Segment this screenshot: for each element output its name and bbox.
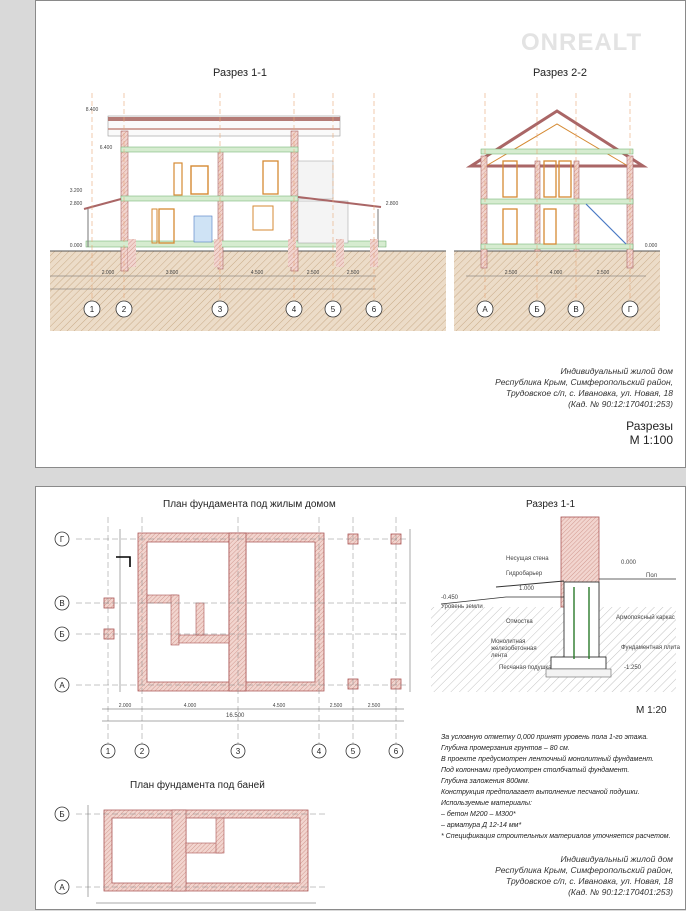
plan-axis-label: 4 [316, 747, 322, 756]
section-label: Песчаная подушка [499, 665, 552, 671]
elevation-label: 3.200 [69, 188, 83, 194]
plan-axis-label: В [59, 599, 65, 608]
dimension-label: 3.800 [165, 270, 179, 276]
section-label: -0.450 [441, 595, 459, 601]
section-label: 0.000 [621, 560, 637, 566]
plan-axis-label: 5 [350, 747, 356, 756]
watermark: ONREALT [521, 29, 643, 56]
general-notes [441, 732, 671, 842]
address-line: Республика Крым, Симферопольский район, [495, 377, 673, 387]
address-line: Индивидуальный жилой дом [560, 366, 673, 376]
note-line: * Спецификация строительных материалов уточняется расчетом. [441, 833, 671, 840]
section-label: Фундаментная плита [621, 645, 680, 651]
dimension-label: 2.500 [346, 270, 360, 276]
section-label: Монолитная железобетонная лента [491, 639, 537, 659]
note-line: В проекте предусмотрен ленточный монолитный фундамент. [441, 756, 654, 763]
section-1-1-title: Разрез 1-1 [213, 67, 268, 79]
axis-label: Б [534, 305, 540, 314]
bath-axis-label: Б [59, 810, 65, 819]
elevation-label: 0.000 [69, 243, 83, 249]
axis-label: 5 [330, 305, 336, 314]
plan-axis-label: 2 [139, 747, 145, 756]
axis-label: 4 [291, 305, 297, 314]
address-line: (Кад. № 90:12:170401:253) [568, 399, 673, 409]
elevation-label: 2.800 [385, 201, 399, 207]
note-line: Используемые материалы: [441, 800, 532, 807]
section-label: Пол [646, 573, 658, 579]
title-block-address [495, 366, 673, 410]
axis-label: А [482, 305, 488, 314]
drawing-scale: М 1:100 [629, 433, 673, 447]
section-1-1-drawing [84, 116, 386, 271]
plan-axis-label: Б [59, 630, 65, 639]
plan-dimension: 2.500 [367, 703, 381, 709]
plan-dimension: 4.500 [272, 703, 286, 709]
elevation-label: 8.400 [85, 107, 99, 113]
axis-label: 1 [89, 305, 95, 314]
drawing-sheet-foundation [35, 486, 686, 910]
address-line: Трудовское с/п, с. Ивановка, ул. Новая, 18 [506, 388, 673, 398]
section-2-2-title: Разрез 2-2 [533, 67, 588, 79]
section-label: Уровень земли [441, 604, 483, 610]
plan-dimension: 4.000 [183, 703, 197, 709]
note-line: Под колоннами предусмотрен столбчатый фундамент. [441, 767, 630, 774]
note-line: За условную отметку 0,000 принят уровень пола 1-го этажа. [441, 734, 649, 741]
axis-label: 2 [121, 305, 127, 314]
dimension-label: 4.000 [549, 270, 563, 276]
foundation-plan-bath [76, 805, 326, 903]
section-label: -1.250 [624, 665, 642, 671]
axis-label: 6 [371, 305, 377, 314]
axis-label: В [573, 305, 579, 314]
ground-left [50, 251, 446, 331]
dimension-label: 2.500 [306, 270, 320, 276]
section-label: Несущая стена [506, 556, 549, 562]
foundation-plan-house [76, 517, 410, 745]
title-block-address [495, 854, 673, 898]
axis-label: 3 [217, 305, 223, 314]
plan-axis-label: А [59, 681, 65, 690]
elevation-label: 6.400 [99, 145, 113, 151]
dimension-label: 4.500 [250, 270, 264, 276]
section-2-2-drawing [471, 111, 643, 268]
plan-axis-label: 1 [105, 747, 111, 756]
plan-house-title: План фундамента под жилым домом [163, 499, 336, 510]
plan-axis-label: Г [59, 535, 65, 544]
section-label: Армопоясный каркас [616, 615, 675, 621]
address-line: (Кад. № 90:12:170401:253) [568, 887, 673, 897]
section-label: Гидробарьер [506, 571, 543, 577]
note-line: – арматура Д 12-14 мм* [441, 822, 522, 829]
note-line: Конструкция предполагает выполнение песчаной подушки. [441, 789, 640, 796]
plan-dimension: 2.000 [118, 703, 132, 709]
section-label: Отмостка [506, 619, 533, 625]
plan-total-dim: 16.500 [226, 713, 245, 719]
address-line: Трудовское с/п, с. Ивановка, ул. Новая, 18 [506, 876, 673, 886]
elevation-label: 0.000 [644, 243, 658, 249]
address-line: Республика Крым, Симферопольский район, [495, 865, 673, 875]
bath-axis-label: А [59, 883, 65, 892]
dimension-label: 2.500 [596, 270, 610, 276]
elevation-label: 2.800 [69, 201, 83, 207]
section-title: Разрез 1-1 [526, 499, 576, 510]
drawing-sheet-sections [35, 0, 686, 468]
plan-bath-title: План фундамента под баней [130, 780, 265, 791]
section-drawings [36, 1, 686, 341]
section-label: 1.000 [519, 586, 535, 592]
plan-dimension: 2.500 [329, 703, 343, 709]
plan-axis-label: 6 [393, 747, 399, 756]
address-line: Индивидуальный жилой дом [560, 854, 673, 864]
plan-axis-label: 3 [235, 747, 241, 756]
note-line: Глубина промерзания грунтов – 80 см. [441, 745, 570, 752]
dimension-label: 2.500 [504, 270, 518, 276]
note-line: Глубина заложения 800мм. [441, 778, 530, 785]
section-scale: М 1:20 [636, 705, 667, 716]
dimension-label: 2.000 [101, 270, 115, 276]
axis-label: Г [627, 305, 633, 314]
note-line: – бетон М200 – М300* [441, 811, 516, 818]
foundation-drawings [36, 487, 686, 911]
drawing-name: Разрезы [626, 419, 673, 433]
